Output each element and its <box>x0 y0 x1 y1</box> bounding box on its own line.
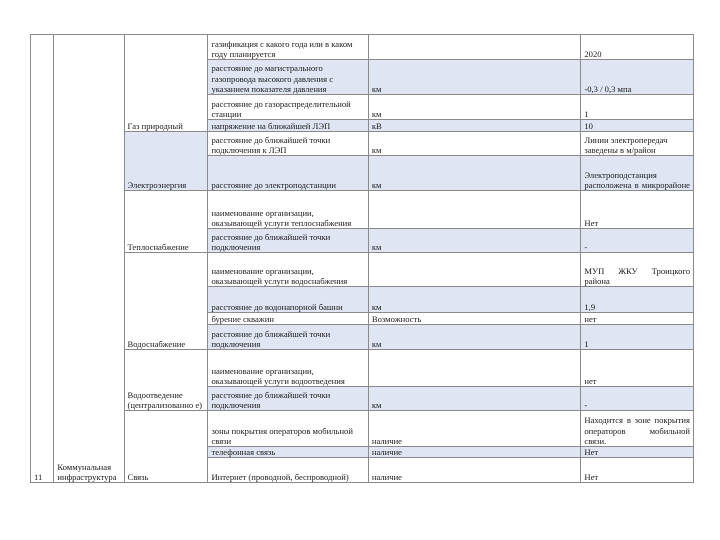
param-cell: расстояние до ближайшей точки подключения к ЛЭП <box>208 132 368 156</box>
section-title: Коммунальная инфраструктура <box>54 35 124 483</box>
param-cell: расстояние до водонапорной башни <box>208 287 368 313</box>
group-communication: Связь <box>124 411 208 483</box>
value-cell: Электроподстанция расположена в микрорайоне <box>581 156 694 191</box>
unit-cell <box>368 253 581 287</box>
value-cell: 10 <box>581 120 694 132</box>
value-cell: 1,9 <box>581 287 694 313</box>
value-cell: 1 <box>581 325 694 350</box>
infrastructure-table <box>30 34 694 483</box>
value-cell: 2020 <box>581 35 694 60</box>
value-cell: МУП ЖКУ Троицкого района <box>581 253 694 287</box>
unit-cell: наличие <box>368 447 581 458</box>
unit-cell: км <box>368 156 581 191</box>
group-heat: Теплоснабжение <box>124 191 208 253</box>
value-cell: Нет <box>581 447 694 458</box>
value-cell: Нет <box>581 458 694 483</box>
unit-cell: км <box>368 132 581 156</box>
param-cell: Интернет (проводной, беспроводной) <box>208 458 368 483</box>
unit-cell: км <box>368 229 581 253</box>
value-cell: нет <box>581 313 694 325</box>
param-cell: напряжение на ближайшей ЛЭП <box>208 120 368 132</box>
group-sewer: Водоотведение (централизованно е) <box>124 350 208 411</box>
param-cell: наименование организации, оказывающей услуги водоснабжения <box>208 253 368 287</box>
item-number: 11 <box>31 35 54 483</box>
unit-cell <box>368 35 581 60</box>
unit-cell: наличие <box>368 458 581 483</box>
unit-cell: км <box>368 287 581 313</box>
group-gas: Газ природный <box>124 35 208 132</box>
value-cell: Нет <box>581 191 694 229</box>
unit-cell: кВ <box>368 120 581 132</box>
param-cell: расстояние до магистрального газопровода высокого давления с указанием показателя давления <box>208 60 368 95</box>
param-cell: расстояние до ближайшей точки подключения <box>208 229 368 253</box>
param-cell: зоны покрытия операторов мобильной связи <box>208 411 368 447</box>
value-cell: нет <box>581 350 694 387</box>
param-cell: телефонная связь <box>208 447 368 458</box>
value-cell: - <box>581 387 694 411</box>
value-cell: -0,3 / 0,3 мпа <box>581 60 694 95</box>
param-cell: наименование организации, оказывающей услуги теплоснабжения <box>208 191 368 229</box>
param-cell: расстояние до газораспределительной станции <box>208 95 368 120</box>
group-electricity: Электроэнергия <box>124 132 208 191</box>
value-cell: - <box>581 229 694 253</box>
unit-cell: наличие <box>368 411 581 447</box>
group-water: Водоснабжение <box>124 253 208 350</box>
param-cell: газификация с какого года или в каком году планируется <box>208 35 368 60</box>
unit-cell: км <box>368 60 581 95</box>
unit-cell <box>368 350 581 387</box>
unit-cell <box>368 191 581 229</box>
unit-cell: км <box>368 387 581 411</box>
value-cell: 1 <box>581 95 694 120</box>
param-cell: наименование организации, оказывающей услуги водоотведения <box>208 350 368 387</box>
param-cell: расстояние до электроподстанции <box>208 156 368 191</box>
unit-cell: Возможность <box>368 313 581 325</box>
unit-cell: км <box>368 325 581 350</box>
value-cell: Линии электропередач заведены в м/район <box>581 132 694 156</box>
unit-cell: км <box>368 95 581 120</box>
param-cell: расстояние до ближайшей точки подключения <box>208 325 368 350</box>
param-cell: бурение скважин <box>208 313 368 325</box>
param-cell: расстояние до ближайшей точки подключения <box>208 387 368 411</box>
value-cell: Находится в зоне покрытия операторов мобильной связи. <box>581 411 694 447</box>
